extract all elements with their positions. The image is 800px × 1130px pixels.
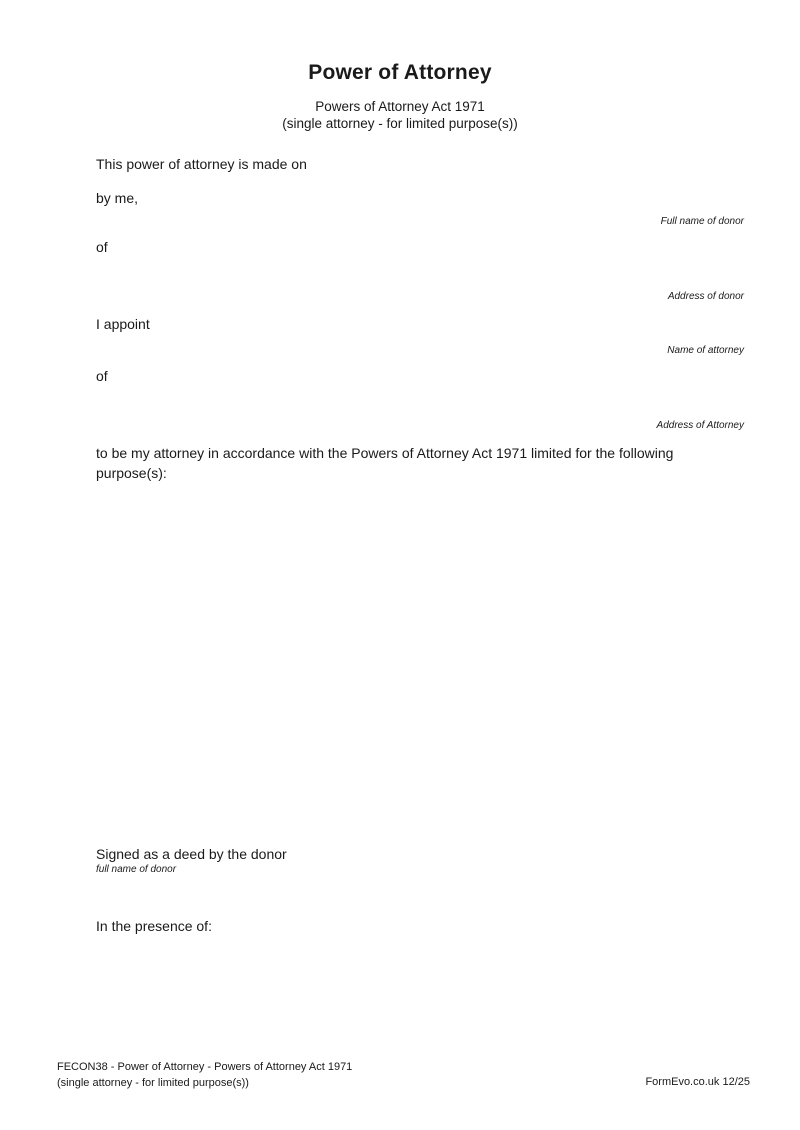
footer-form-reference-line2: (single attorney - for limited purpose(s)): [57, 1076, 249, 1089]
footer-form-reference-line1: FECON38 - Power of Attorney - Powers of Attorney Act 1971: [57, 1061, 353, 1073]
footer-provider: FormEvo.co.uk 12/25: [645, 1076, 750, 1088]
page-subtitle-scope: (single attorney - for limited purpose(s)): [282, 116, 518, 131]
page-title: Power of Attorney: [308, 61, 492, 84]
of-donor-line: of: [96, 239, 108, 255]
signed-deed-hint: full name of donor: [96, 864, 177, 875]
footer-form-reference: [57, 1060, 352, 1091]
presence-line: In the presence of:: [96, 918, 212, 934]
attorney-name-hint: Name of attorney: [667, 345, 744, 356]
donor-name-hint: Full name of donor: [660, 216, 744, 227]
made-on-line: This power of attorney is made on: [96, 156, 307, 172]
donor-address-hint: Address of donor: [667, 291, 744, 302]
signed-deed-line: Signed as a deed by the donor: [96, 846, 287, 862]
purpose-clause: to be my attorney in accordance with the Powers of Attorney Act 1971 limited for the following purpose(s):: [96, 445, 674, 481]
of-attorney-line: of: [96, 368, 108, 384]
appoint-line: I appoint: [96, 316, 150, 332]
attorney-address-hint: Address of Attorney: [656, 420, 744, 431]
by-me-line: by me,: [96, 190, 139, 206]
page-subtitle-act: Powers of Attorney Act 1971: [315, 99, 485, 114]
